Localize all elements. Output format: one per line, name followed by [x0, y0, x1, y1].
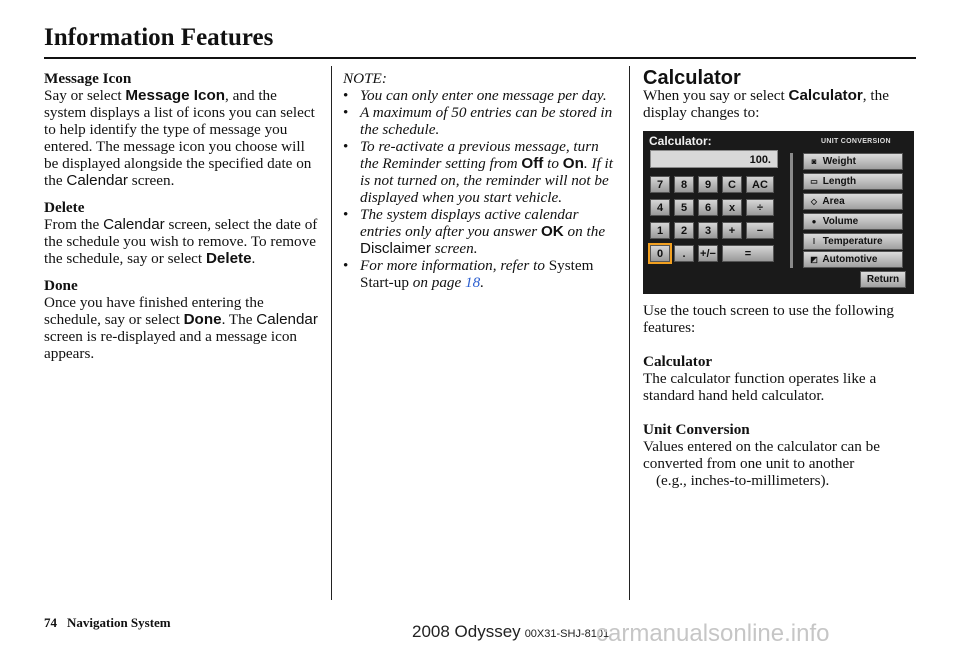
unit-automotive-button[interactable]: ◩ Automotive — [803, 251, 903, 268]
title-rule — [44, 57, 916, 59]
calculator-description: The calculator function operates like a standard hand held calculator. — [643, 370, 877, 404]
key-all-clear[interactable]: AC — [746, 176, 774, 193]
key-plus[interactable]: + — [722, 222, 742, 239]
unit-conversion-heading: Unit Conversion — [643, 421, 750, 438]
unit-length-button[interactable]: ▭ Length — [803, 173, 903, 190]
key-0[interactable]: 0 — [650, 245, 670, 262]
section-name: Navigation System — [67, 615, 171, 630]
footer-left — [44, 615, 171, 631]
weight-icon: ◙ — [811, 157, 817, 166]
fuel-icon: ◩ — [810, 255, 818, 264]
message-icon-paragraph: Say or select Message Icon, and the system displays a list of icons you can select to help identify the type of message you entered. The message icon you choose will be displayed alongside the specified date on the Calendar screen. — [44, 87, 315, 189]
key-equals[interactable]: = — [722, 245, 774, 262]
delete-heading: Delete — [44, 199, 85, 216]
unit-volume-button[interactable]: ● Volume — [803, 213, 903, 230]
page-number: 74 — [44, 615, 57, 630]
column-divider-1 — [331, 66, 332, 600]
column-left — [44, 70, 320, 362]
note-item: • The system displays active calendar entries only after you answer OK on the Disclaimer screen. — [343, 206, 619, 257]
unit-temperature-button[interactable]: ǀ Temperature — [803, 233, 903, 250]
calculator-intro: When you say or select Calculator, the display changes to: — [643, 87, 889, 121]
note-heading: NOTE: — [343, 70, 387, 87]
key-minus[interactable]: − — [746, 222, 774, 239]
calculator-screen-image — [643, 131, 914, 294]
page-title: Information Features — [44, 24, 274, 51]
return-button[interactable]: Return — [860, 271, 906, 288]
footer-model: 2008 Odyssey 00X31-SHJ-8101 — [412, 622, 610, 641]
thermometer-icon: ǀ — [812, 237, 816, 246]
column-middle — [343, 70, 619, 291]
key-9[interactable]: 9 — [698, 176, 718, 193]
column-right — [643, 67, 918, 121]
note-list — [343, 87, 619, 291]
screen-divider — [790, 153, 793, 268]
key-6[interactable]: 6 — [698, 199, 718, 216]
touch-screen-text: Use the touch screen to use the following features: — [643, 302, 894, 336]
screen-title: Calculator: — [649, 134, 712, 148]
calculator-display: 100. — [650, 150, 778, 168]
ruler-icon: ▭ — [810, 177, 818, 186]
note-item: • For more information, refer to System Start-up on page 18. — [343, 257, 619, 291]
key-2[interactable]: 2 — [674, 222, 694, 239]
done-heading: Done — [44, 277, 78, 294]
key-4[interactable]: 4 — [650, 199, 670, 216]
area-icon: ◇ — [810, 197, 818, 206]
column-right-lower — [643, 302, 918, 489]
page-link[interactable]: 18 — [465, 274, 481, 291]
key-multiply[interactable]: x — [722, 199, 742, 216]
unit-conversion-title: UNIT CONVERSION — [821, 138, 891, 145]
note-item: • A maximum of 50 entries can be stored in the schedule. — [343, 104, 619, 138]
key-divide[interactable]: ÷ — [746, 199, 774, 216]
unit-conversion-example: (e.g., inches-to-millimeters). — [656, 472, 830, 489]
unit-weight-button[interactable]: ◙ Weight — [803, 153, 903, 170]
watermark: carmanualsonline.info — [596, 620, 830, 647]
key-3[interactable]: 3 — [698, 222, 718, 239]
key-sign[interactable]: +/− — [698, 245, 718, 262]
key-1[interactable]: 1 — [650, 222, 670, 239]
delete-paragraph: From the Calendar screen, select the date of the schedule you wish to remove. To remove the schedule, say or select Delete. — [44, 216, 318, 267]
calculator-subheading: Calculator — [643, 353, 713, 370]
footer-code: 00X31-SHJ-8101 — [524, 628, 610, 640]
unit-area-button[interactable]: ◇ Area — [803, 193, 903, 210]
volume-icon: ● — [811, 217, 817, 226]
key-8[interactable]: 8 — [674, 176, 694, 193]
note-item: • To re-activate a previous message, turn the Reminder setting from Off to On. If it is not turned on, the reminder will not be displayed when you start vehicle. — [343, 138, 619, 206]
key-7[interactable]: 7 — [650, 176, 670, 193]
done-paragraph: Once you have finished entering the schedule, say or select Done. The Calendar screen is re-displayed and a message icon appears. — [44, 294, 318, 362]
key-5[interactable]: 5 — [674, 199, 694, 216]
column-divider-2 — [629, 66, 630, 600]
key-decimal[interactable]: . — [674, 245, 694, 262]
unit-conversion-description: Values entered on the calculator can be converted from one unit to another — [643, 438, 880, 472]
calculator-heading: Calculator — [643, 67, 741, 89]
key-clear[interactable]: C — [722, 176, 742, 193]
note-item: • You can only enter one message per day. — [343, 87, 619, 104]
message-icon-heading: Message Icon — [44, 70, 132, 87]
